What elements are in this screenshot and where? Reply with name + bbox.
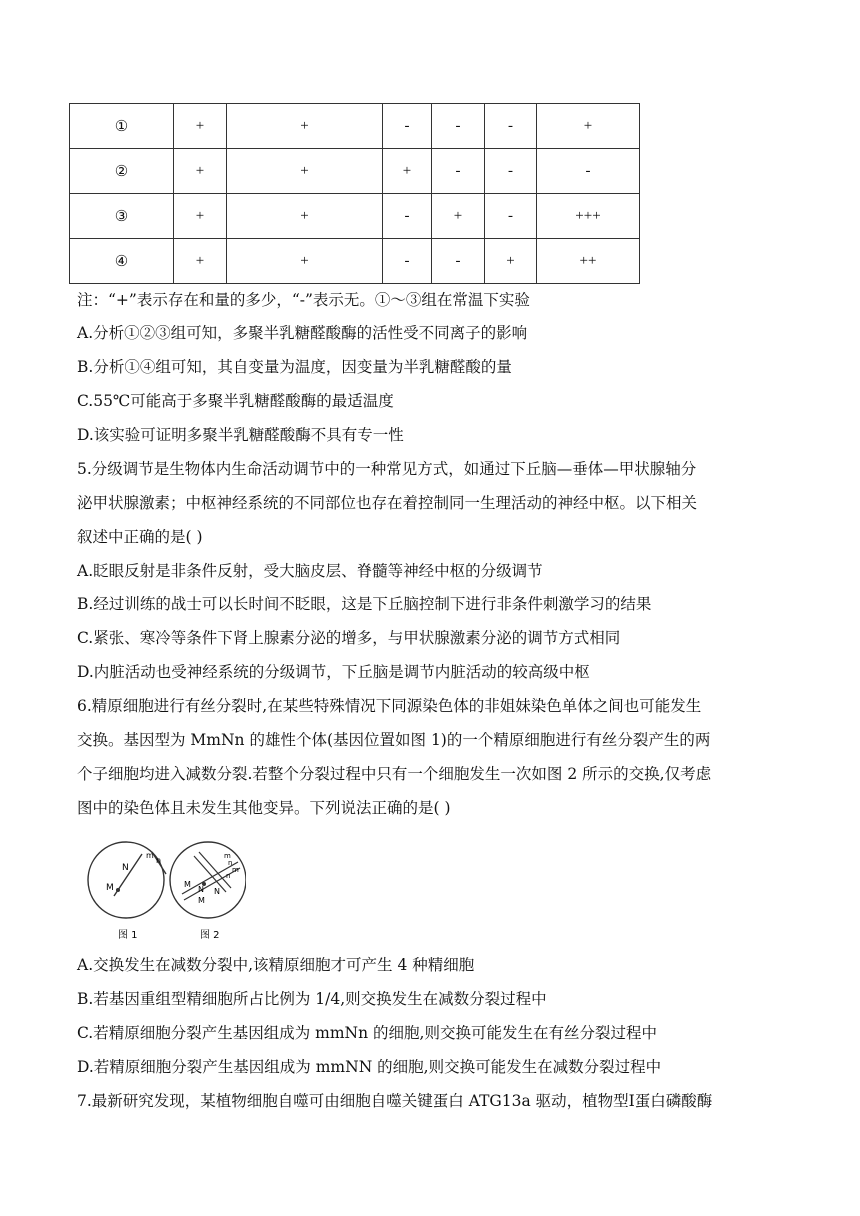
q6-option-b: B.若基因重组型精细胞所占比例为 1/4,则交换发生在减数分裂过程中	[77, 990, 547, 1008]
gene-label: N	[198, 885, 204, 894]
q5-stem-line-2: 泌甲状腺激素；中枢神经系统的不同部位也存在着控制同一生理活动的神经中枢。以下相关	[77, 494, 698, 512]
table-cell: +	[227, 194, 383, 239]
table-cell: -	[537, 149, 640, 194]
q6-option-d: D.若精原细胞分裂产生基因组成为 mmNN 的细胞,则交换可能发生在减数分裂过程中	[77, 1058, 662, 1076]
table-cell: -	[485, 149, 537, 194]
q7-stem-line-1: 7.最新研究发现，某植物细胞自噬可由细胞自噬关键蛋白 ATG13a 驱动，植物型Ⅰ蛋白磷酸酶	[77, 1092, 713, 1110]
gene-label: n	[226, 872, 231, 880]
table-cell: +	[227, 239, 383, 284]
figure-2-cell	[170, 842, 246, 941]
table-cell: ++	[537, 239, 640, 284]
table-row	[70, 194, 640, 239]
gene-label: n	[156, 856, 162, 865]
table-cell: -	[383, 194, 432, 239]
table-row	[70, 104, 640, 149]
q5-stem-line-3: 叙述中正确的是( )	[77, 528, 203, 546]
table-cell: -	[485, 194, 537, 239]
gene-label: M	[184, 880, 191, 889]
table-cell: +	[485, 239, 537, 284]
table-cell: ③	[70, 194, 174, 239]
gene-label: m	[224, 852, 231, 860]
figure-1-cell	[88, 842, 166, 941]
table-cell: -	[432, 149, 485, 194]
table-cell: +	[174, 194, 227, 239]
gene-label: M	[198, 896, 205, 905]
table-cell: +	[383, 149, 432, 194]
q5-option-b: B.经过训练的战士可以长时间不眨眼，这是下丘脑控制下进行非条件刺激学习的结果	[77, 595, 652, 613]
q4-option-c: C.55℃可能高于多聚半乳糖醛酸酶的最适温度	[77, 392, 394, 410]
q4-option-a: A.分析①②③组可知，多聚半乳糖醛酸酶的活性受不同离子的影响	[77, 324, 528, 342]
q6-stem-line-4: 图中的染色体且未发生其他变异。下列说法正确的是( )	[77, 799, 451, 817]
gene-label: m	[232, 866, 239, 874]
table-cell: +	[227, 104, 383, 149]
table-body	[70, 104, 640, 284]
q4-option-d: D.该实验可证明多聚半乳糖醛酸酶不具有专一性	[77, 426, 404, 444]
table-note: 注：“+”表示存在和量的多少，“-”表示无。①～③组在常温下实验	[77, 291, 530, 309]
table-cell: +	[227, 149, 383, 194]
table-cell: ①	[70, 104, 174, 149]
experiment-table	[69, 103, 640, 284]
table-cell: ④	[70, 239, 174, 284]
figure-2-label: 图 2	[200, 930, 220, 941]
gene-label: M	[106, 883, 114, 893]
table-cell: +	[432, 194, 485, 239]
gene-label: N	[214, 887, 220, 896]
q5-option-a: A.眨眼反射是非条件反射，受大脑皮层、脊髓等神经中枢的分级调节	[77, 562, 543, 580]
table-cell: -	[485, 104, 537, 149]
table-cell: -	[383, 104, 432, 149]
table-row	[70, 239, 640, 284]
table-cell: ②	[70, 149, 174, 194]
q6-stem-line-2: 交换。基因型为 MmNn 的雄性个体(基因位置如图 1)的一个精原细胞进行有丝分裂产生的两	[77, 731, 711, 749]
table-cell: -	[383, 239, 432, 284]
q6-stem-line-3: 个子细胞均进入减数分裂.若整个分裂过程中只有一个细胞发生一次如图 2 所示的交换,仅考虑	[77, 765, 712, 783]
table-cell: +	[174, 149, 227, 194]
figure-1-label: 图 1	[118, 930, 138, 941]
q5-option-d: D.内脏活动也受神经系统的分级调节，下丘脑是调节内脏活动的较高级中枢	[77, 663, 590, 681]
q6-option-a: A.交换发生在减数分裂中,该精原细胞才可产生 4 种精细胞	[77, 956, 475, 974]
q6-stem-line-1: 6.精原细胞进行有丝分裂时,在某些特殊情况下同源染色体的非姐妹染色单体之间也可能发生	[77, 697, 702, 715]
q5-stem-line-1: 5.分级调节是生物体内生命活动调节中的一种常见方式，如通过下丘脑—垂体—甲状腺轴分	[77, 460, 697, 478]
table-row	[70, 149, 640, 194]
gene-label: n	[228, 859, 233, 867]
q5-option-c: C.紧张、寒冷等条件下肾上腺素分泌的增多，与甲状腺激素分泌的调节方式相同	[77, 629, 621, 647]
table-cell: -	[432, 239, 485, 284]
table-cell: +	[174, 104, 227, 149]
gene-label: m	[146, 851, 154, 860]
table-cell: +	[537, 104, 640, 149]
chromosome-figure	[86, 832, 246, 944]
table-cell: +++	[537, 194, 640, 239]
gene-label: N	[122, 863, 129, 873]
table-cell: -	[432, 104, 485, 149]
table-cell: +	[174, 239, 227, 284]
q4-option-b: B.分析①④组可知，其自变量为温度，因变量为半乳糖醛酸的量	[77, 358, 512, 376]
q6-option-c: C.若精原细胞分裂产生基因组成为 mmNn 的细胞,则交换可能发生在有丝分裂过程中	[77, 1024, 657, 1042]
